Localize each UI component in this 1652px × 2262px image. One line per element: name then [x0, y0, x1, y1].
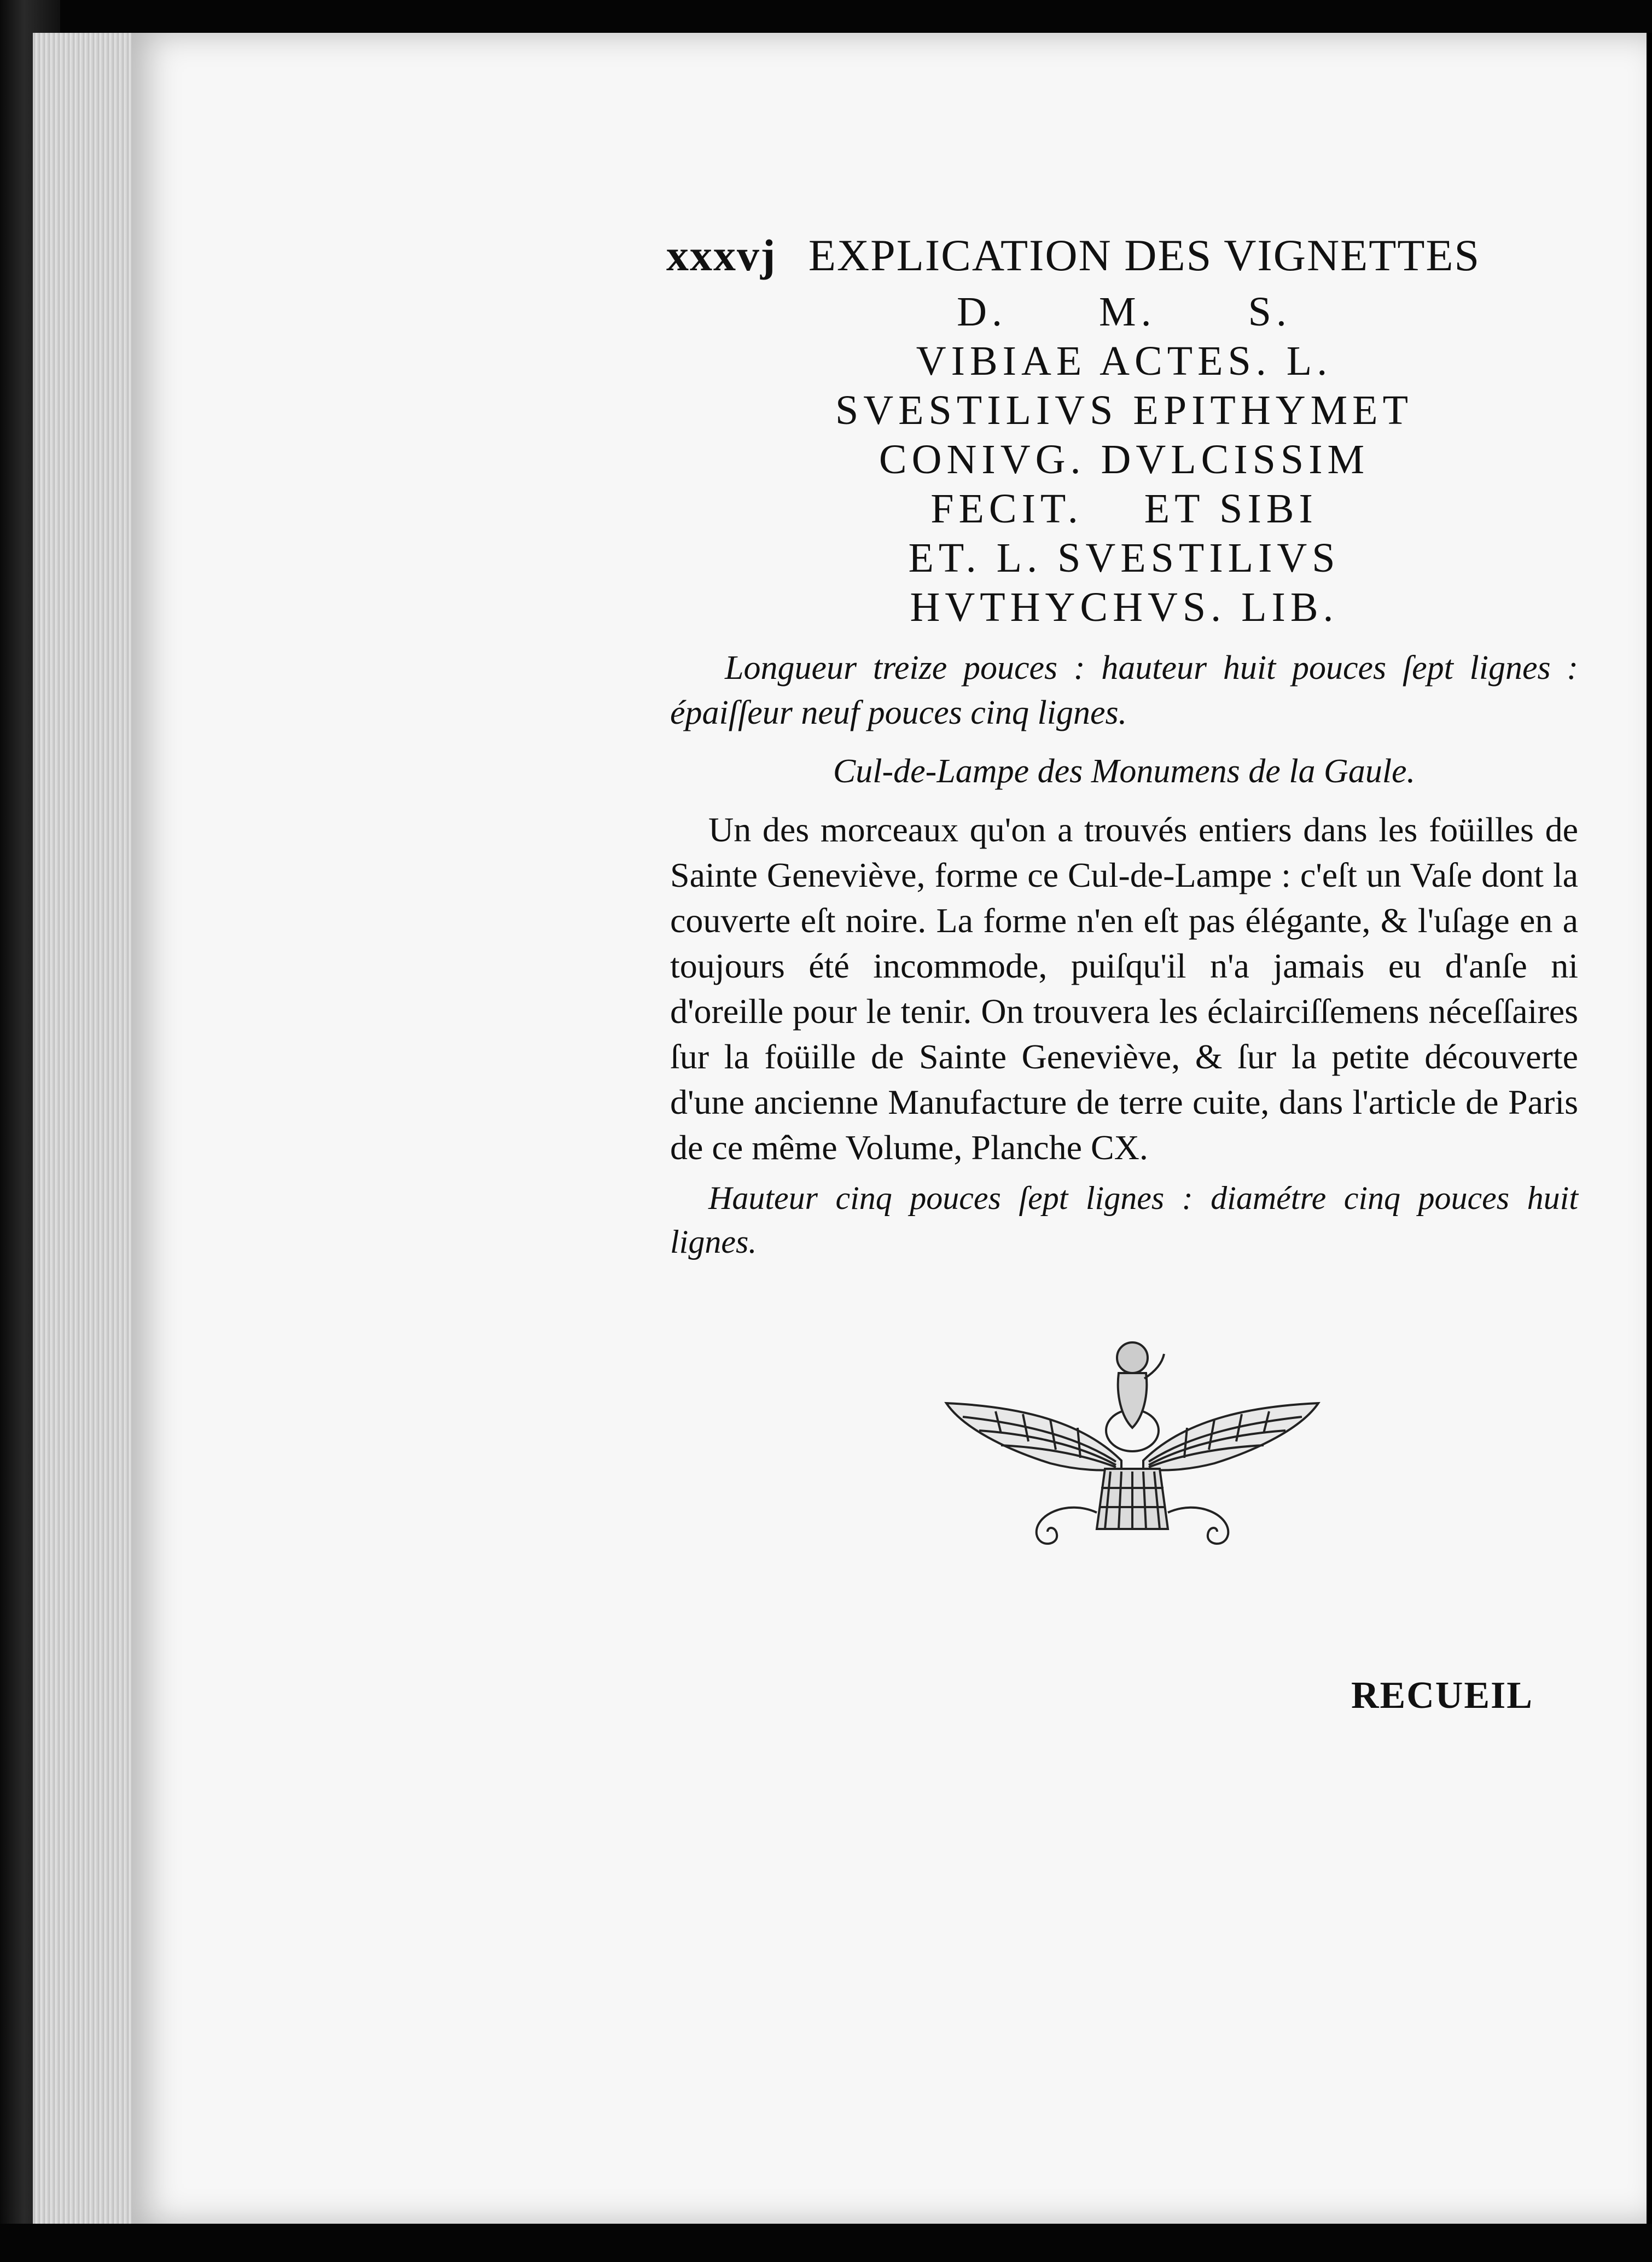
page-heading: EXPLICATION DES VIGNETTES — [808, 230, 1481, 280]
inscription-line: SVESTILIVS EPITHYMET — [835, 387, 1413, 433]
latin-inscription — [670, 287, 1578, 632]
inscription-line: D. M. S. — [957, 289, 1292, 335]
folio-number: xxxvj — [666, 230, 777, 280]
inscription-line: VIBIAE ACTES. L. — [916, 338, 1333, 384]
scan-bottom-border — [0, 2224, 1652, 2262]
scan-top-border — [0, 0, 1652, 33]
inscription-line: HVTHYCHVS. LIB. — [910, 584, 1339, 630]
winged-figure-icon — [941, 1324, 1324, 1565]
catchword: RECUEIL — [1351, 1674, 1533, 1717]
running-head — [666, 230, 1585, 281]
inscription-line: ET. L. SVESTILIVS — [908, 535, 1340, 581]
inscription-dimensions: Longueur treize pouces : hauteur huit pouces ſept lignes : épaiſſeur neuf pouces cinq lignes. — [670, 649, 1578, 731]
inscription-line: CONIVG. DVLCISSIM — [879, 437, 1370, 482]
vase-dimensions: Hauteur cinq pouces ſept lignes : diamétre cinq pouces huit lignes. — [670, 1180, 1578, 1260]
vignette-caption: Cul-de-Lampe des Monumens de la Gaule. — [833, 753, 1416, 790]
page-stack-edges — [33, 33, 144, 2226]
description-paragraph: Un des morceaux qu'on a trouvés entiers dans les foüilles de Sainte Geneviève, forme ce Cul-de-Lampe : c'eſt un Vaſe dont la couverte eſt noire. La forme n'en eſt pas élégante, & l'uſage en a toujours été incommode, puiſqu'il n'a jamais eu d'anſe ni d'oreille pour le tenir. On trouvera les éclairciſſemens néceſſaires ſur la foüille de Sainte Geneviève, & ſur la petite découverte d'une ancienne Manufacture de terre cuite, dans l'article de Paris de ce même Volume, Planche CX. — [670, 810, 1578, 1167]
inscription-line: FECIT. ET SIBI — [930, 486, 1318, 532]
